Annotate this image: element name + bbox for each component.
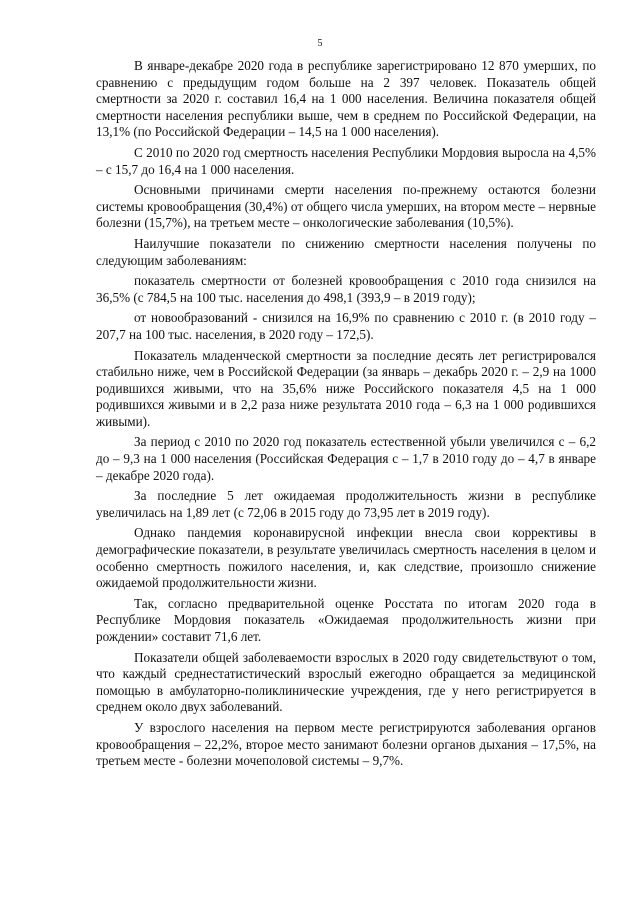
paragraph-mortality-growth: С 2010 по 2020 год смертность населения Республики Мордовия выросла на 4,5% – с 15,7 до 16,4 на 1 000 населения.: [96, 144, 596, 177]
paragraph-life-expectancy: За последние 5 лет ожидаемая продолжительность жизни в республике увеличилась на 1,89 лет (с 72,06 в 2015 году до 73,95 лет в 2019 году).: [96, 488, 596, 520]
paragraph-neoplasms: от новообразований - снизился на 16,9% по сравнению с 2010 г. (в 2010 году – 207,7 на 100 тыс. населения, в 2020 году – 172,5).: [96, 310, 596, 342]
page-number: 5: [317, 38, 323, 49]
paragraph-best-indicators: Наилучшие показатели по снижению смертности населения получены по следующим заболеваниям:: [96, 235, 596, 268]
paragraph-pandemic-impact: Однако пандемия коронавирусной инфекции внесла свои коррективы в демографические показатели, в результате увеличилась смертность населения в целом и особенно смертность пожилого населения, и, как следствие, произошло снижение ожидаемой продолжительности жизни.: [96, 525, 596, 591]
paragraph-circulatory-mortality: показатель смертности от болезней кровообращения с 2010 года снизился на 36,5% (с 784,5 на 100 тыс. населения до 498,1 (393,9 – в 2019 году);: [96, 273, 596, 305]
paragraph-causes-of-death: Основными причинами смерти населения по-прежнему остаются болезни системы кровообращения (30,4%) от общего числа умерших, на втором месте – нервные болезни (15,7%), на третьем месте – онкологические заболевания (10,5%).: [96, 182, 596, 231]
paragraph-infant-mortality: Показатель младенческой смертности за последние десять лет регистрировался стабильно ниже, чем в Российской Федерации (за январь – декабрь 2020 г. – 2,9 на 1000 родившихся живыми, что на 35,6% ниже Российского показателя 4,5 на 1 000 родившихся живыми и в 2,2 раза ниже результата 2010 года – 6,3 на 1 000 родившихся живыми).: [96, 347, 596, 429]
paragraph-adult-diseases-ranking: У взрослого населения на первом месте регистрируются заболевания органов кровообращения – 22,2%, второе место занимают болезни органов дыхания – 17,5%, на третьем месте - болезни мочеполовой системы – 9,7%.: [96, 719, 596, 769]
paragraph-rosstat-estimate: Так, согласно предварительной оценке Росстата по итогам 2020 года в Республике Мордовия показатель «Ожидаемая продолжительность жизни при рождении» составит 71,6 лет.: [96, 595, 596, 644]
paragraph-mortality-overview: В январе-декабре 2020 года в республике зарегистрировано 12 870 умерших, по сравнению с предыдущим годом больше на 2 397 человек. Показатель общей смертности за 2020 г. составил 16,4 на 1 000 населения. Величина показателя общей смертности населения республики выше, чем в среднем по Российской Федерации, на 13,1% (по Российской Федерации – 14,5 на 1 000 населения).: [96, 58, 596, 140]
document-body: [96, 58, 596, 774]
paragraph-natural-decline: За период с 2010 по 2020 год показатель естественной убыли увеличился с – 6,2 до – 9,3 на 1 000 населения (Российская Федерация с – 1,7 в 2010 году до – 4,7 в январе – декабре 2020 года).: [96, 434, 596, 483]
paragraph-adult-morbidity: Показатели общей заболеваемости взрослых в 2020 году свидетельствуют о том, что каждый среднестатистический взрослый ежегодно обращается за медицинской помощью в амбулаторно-поликлинические учреждения, где у него регистрируется в среднем около двух заболеваний.: [96, 649, 596, 715]
